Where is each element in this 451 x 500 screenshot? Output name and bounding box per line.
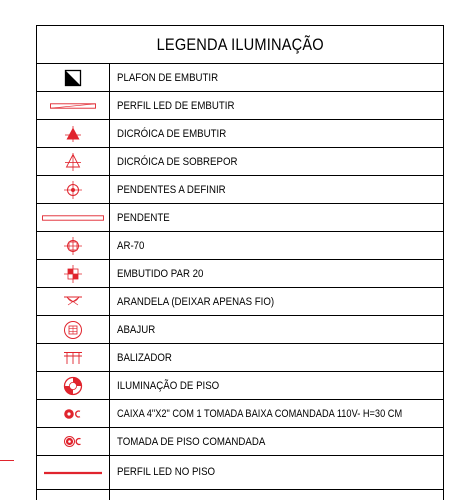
legend-row	[37, 456, 443, 490]
legend-item-label: TOMADA DE PISO COMANDADA	[117, 436, 266, 448]
lamp-icon	[37, 316, 109, 343]
wall-sconce-icon	[37, 288, 109, 315]
plafon-icon	[37, 64, 109, 91]
legend-row	[37, 176, 443, 204]
legend-item-label: DICRÓICA DE EMBUTIR	[117, 128, 227, 140]
legend-row	[37, 288, 443, 316]
outlet-box-icon	[37, 400, 109, 427]
legend-item-label: AR-70	[117, 240, 145, 252]
legend-row	[37, 148, 443, 176]
legend-row	[37, 428, 443, 456]
par20-icon	[37, 260, 109, 287]
legend-item-label: PENDENTES A DEFINIR	[117, 184, 226, 196]
led-profile-floor-icon	[37, 456, 109, 489]
legend-item-label: ABAJUR	[117, 324, 156, 336]
pendant-icon	[37, 204, 109, 231]
legend-row	[37, 260, 443, 288]
legend-row	[37, 120, 443, 148]
legend-item-label: EMBUTIDO PAR 20	[117, 268, 204, 280]
legend-item-label: PERFIL LED NO PISO	[117, 466, 216, 478]
led-profile-recessed-icon	[37, 92, 109, 119]
legend-row	[37, 92, 443, 120]
legend-item-label: PLAFON DE EMBUTIR	[117, 72, 219, 84]
legend-row	[37, 204, 443, 232]
floor-outlet-icon	[37, 428, 109, 455]
legend-item-label: DICRÓICA DE SOBREPOR	[117, 156, 238, 168]
legend-item-label: BALIZADOR	[117, 352, 172, 364]
dichroic-surface-icon	[37, 148, 109, 175]
bollard-icon	[37, 344, 109, 371]
legend-item-label: ILUMINAÇÃO DE PISO	[117, 380, 220, 392]
drawing-line-fragment	[0, 460, 14, 461]
pendant-tbd-icon	[37, 176, 109, 203]
legend-row	[37, 400, 443, 428]
ar70-icon	[37, 232, 109, 259]
legend-row	[37, 372, 443, 400]
legend-item-label: PENDENTE	[117, 212, 170, 224]
legend-title: LEGENDA ILUMINAÇÃO	[37, 26, 443, 64]
legend-item-label: PERFIL LED DE EMBUTIR	[117, 100, 235, 112]
legend-row	[37, 232, 443, 260]
legend-row	[37, 344, 443, 372]
floor-light-icon	[37, 372, 109, 399]
legend-row	[37, 316, 443, 344]
dichroic-recessed-icon	[37, 120, 109, 147]
legend-item-label: CAIXA 4"X2" COM 1 TOMADA BAIXA COMANDADA 110V- H=30 CM	[117, 408, 403, 420]
legend-item-label: ARANDELA (DEIXAR APENAS FIO)	[117, 296, 275, 308]
legend-row	[37, 64, 443, 92]
